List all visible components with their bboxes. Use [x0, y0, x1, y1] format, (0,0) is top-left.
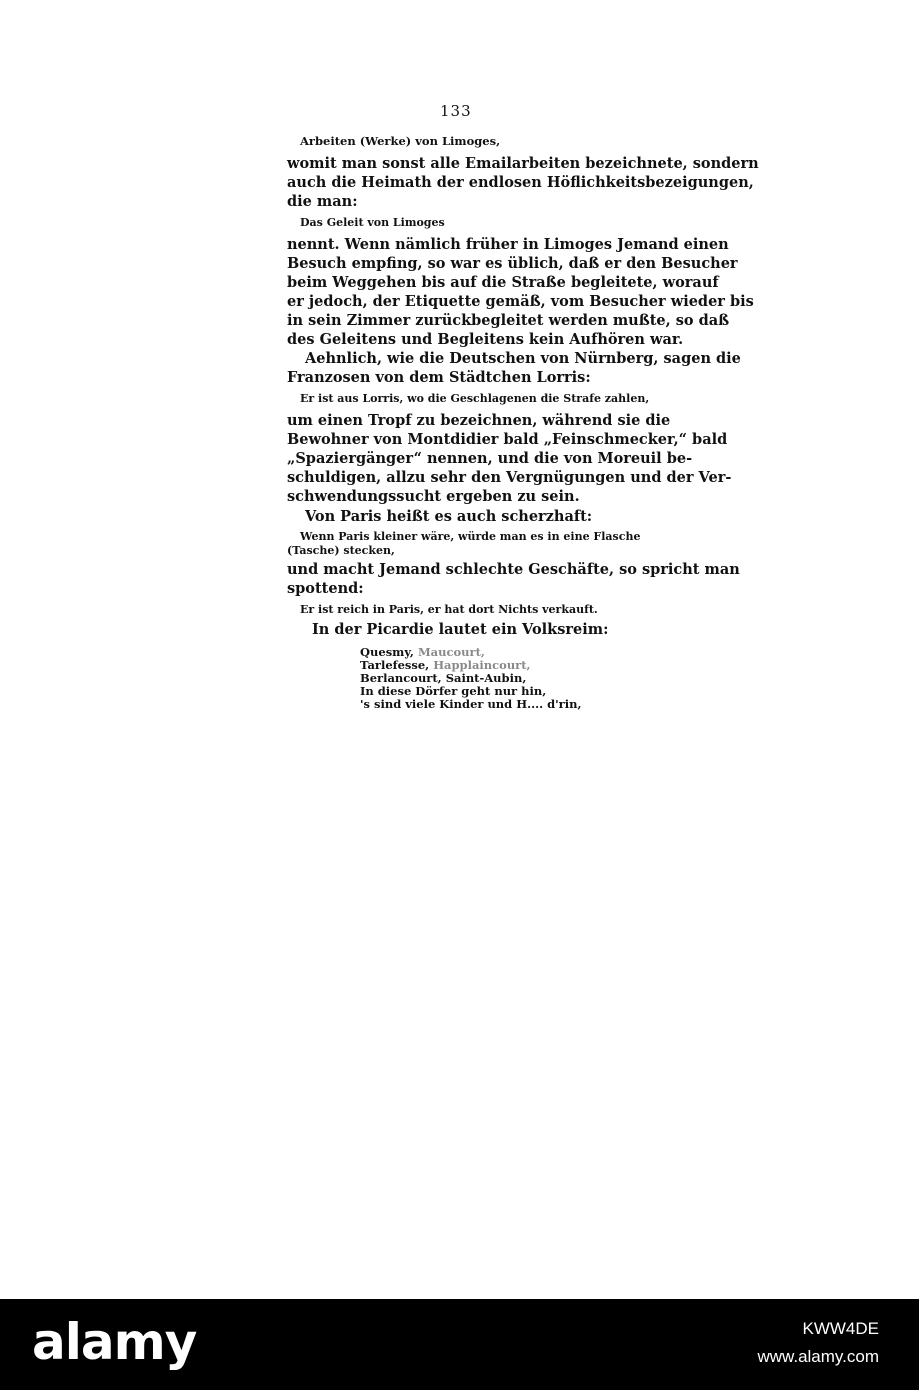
text-line: womit man sonst alle Emailarbeiten bezeichnete, sondern [287, 155, 759, 172]
verse-line: Berlancourt, Saint-Aubin, [360, 671, 527, 685]
text-line: Aehnlich, wie die Deutschen von Nürnberg, sagen die [305, 350, 741, 367]
quote-line: Das Geleit von Limoges [300, 216, 445, 229]
verse-fragment-faded: Maucourt, [413, 645, 485, 659]
text-line: Arbeiten (Werke) von Limoges, [300, 134, 501, 148]
text-line: nennt. Wenn nämlich früher in Limoges Jemand einen [287, 236, 729, 253]
verse-line [360, 647, 485, 659]
text-line: Bewohner von Montdidier bald „Feinschmecker,“ bald [287, 431, 728, 448]
text-line: Franzosen von dem Städtchen Lorris: [287, 369, 591, 386]
text-line: In der Picardie lautet ein Volksreim: [312, 621, 609, 638]
text-line: spottend: [287, 580, 364, 597]
verse-fragment-faded: Happlaincourt, [429, 658, 531, 672]
text-line: Von Paris heißt es auch scherzhaft: [305, 508, 593, 525]
verse-fragment: Quesmy, [360, 645, 414, 659]
text-line: und macht Jemand schlechte Geschäfte, so spricht man [287, 561, 740, 578]
quote-line: Er ist reich in Paris, er hat dort Nichts verkauft. [300, 603, 598, 616]
text-line: er jedoch, der Etiquette gemäß, vom Besucher wieder bis [287, 293, 754, 310]
site-url: www.alamy.com [757, 1347, 879, 1366]
text-line: in sein Zimmer zurückbegleitet werden mußte, so daß [287, 312, 730, 329]
text-line: schuldigen, allzu sehr den Vergnügungen und der Ver- [287, 469, 732, 486]
alamy-logo: alamy [32, 1313, 197, 1371]
text-line: schwendungssucht ergeben zu sein. [287, 488, 580, 505]
text-line: beim Weggehen bis auf die Straße begleitete, worauf [287, 274, 719, 291]
text-line: um einen Tropf zu bezeichnen, während sie die [287, 412, 671, 429]
text-line: des Geleitens und Begleitens kein Aufhören war. [287, 331, 684, 348]
text-line: Besuch empfing, so war es üblich, daß er den Besucher [287, 255, 738, 272]
text-line: auch die Heimath der endlosen Höflichkeitsbezeigungen, [287, 174, 754, 191]
text-line: die man: [287, 193, 358, 210]
verse-line: 's sind viele Kinder und H.... d'rin, [360, 697, 582, 711]
quote-line: Wenn Paris kleiner wäre, würde man es in eine Flasche [300, 530, 641, 543]
page-number: 133 [440, 102, 472, 120]
verse-fragment: Tarlefesse, [360, 658, 430, 672]
verse-line [360, 660, 531, 672]
watermark-footer [0, 1299, 919, 1390]
quote-line: Er ist aus Lorris, wo die Geschlagenen die Strafe zahlen, [300, 392, 650, 405]
text-line: „Spaziergänger“ nennen, und die von Moreuil be- [287, 450, 693, 467]
image-id: KWW4DE [802, 1319, 879, 1338]
quote-line: (Tasche) stecken, [287, 544, 395, 557]
verse-line: In diese Dörfer geht nur hin, [360, 684, 547, 698]
